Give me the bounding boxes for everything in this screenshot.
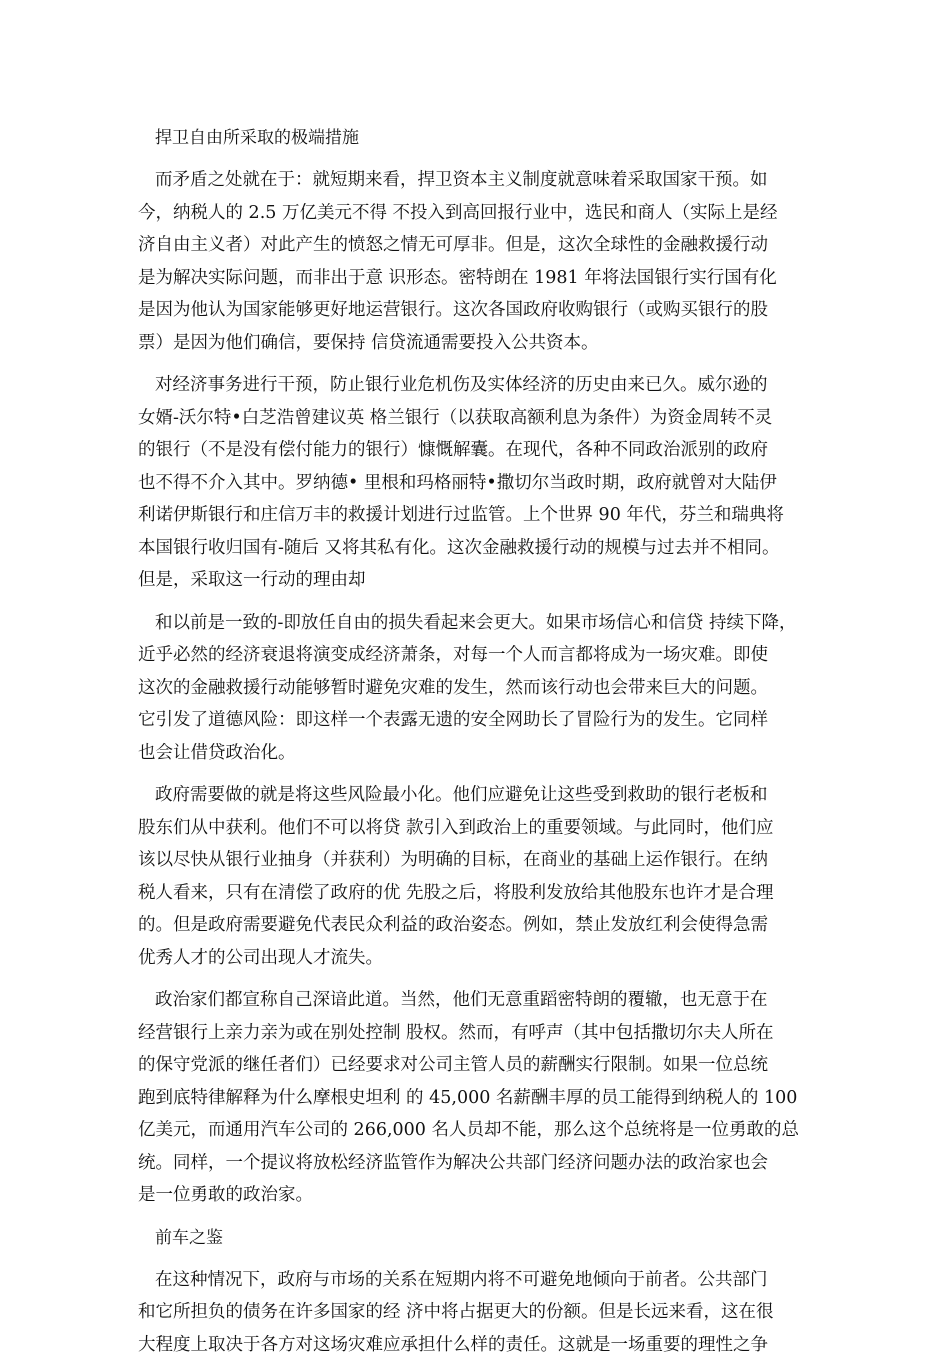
- section-heading: 捍卫自由所采取的极端措施: [155, 128, 359, 148]
- paragraph-line: 经营银行上亲力亲为或在别处控制 股权。然而，有呼声（其中包括撒切尔夫人所在: [138, 1022, 774, 1043]
- body-paragraph: [138, 1264, 850, 1362]
- paragraph-line: 这次的金融救援行动能够暂时避免灾难的发生，然而该行动也会带来巨大的问题。: [138, 677, 768, 698]
- paragraph-line: 也不得不介入其中。罗纳德• 里根和玛格丽特•撒切尔当政时期，政府就曾对大陆伊: [138, 472, 777, 493]
- body-paragraph: [138, 607, 850, 770]
- section-heading: 前车之鉴: [155, 1227, 223, 1248]
- paragraph-line: 的保守党派的继任者们）已经要求对公司主管人员的薪酬实行限制。如果一位总统: [138, 1055, 768, 1075]
- paragraph-line: 它引发了道德风险：即这样一个表露无遗的安全网助长了冒险行为的发生。它同样: [138, 710, 768, 730]
- paragraph-line: 大程度上取决于各方对这场灾难应承担什么样的责任。这就是一场重要的理性之争: [138, 1334, 768, 1355]
- paragraph-line: 和它所担负的债务在许多国家的经 济中将占据更大的份额。但是长远来看，这在很: [138, 1302, 774, 1322]
- document-page: [138, 122, 850, 1371]
- paragraph-line: 女婿-沃尔特•白芝浩曾建议英 格兰银行（以获取高额利息为条件）为资金周转不灵: [138, 407, 773, 428]
- paragraph-line: 也会让借贷政治化。: [138, 742, 296, 763]
- body-paragraph: [138, 779, 850, 974]
- paragraph-line: 的。但是政府需要避免代表民众利益的政治姿态。例如，禁止发放红利会使得急需: [138, 915, 768, 935]
- paragraph-line: 票）是因为他们确信，要保持 信贷流通需要投入公共资本。: [138, 332, 599, 353]
- paragraph-line: 对经济事务进行干预，防止银行业危机伤及实体经济的历史由来已久。威尔逊的: [155, 375, 768, 395]
- paragraph-line: 亿美元，而通用汽车公司的 266,000 名人员却不能，那么这个总统将是一位勇敢的总: [138, 1120, 799, 1140]
- paragraph-line: 利诺伊斯银行和庄信万丰的救援计划进行过监管。上个世界 90 年代，芬兰和瑞典将: [138, 505, 784, 525]
- paragraph-line: 而矛盾之处就在于：就短期来看，捍卫资本主义制度就意味着采取国家干预。如: [155, 170, 768, 190]
- paragraph-line: 统。同样，一个提议将放松经济监管作为解决公共部门经济问题办法的政治家也会: [138, 1152, 768, 1173]
- paragraph-line: 是一位勇敢的政治家。: [138, 1185, 313, 1205]
- body-paragraph: [138, 164, 850, 359]
- paragraph-line: 税人看来，只有在清偿了政府的优 先股之后，将股利发放给其他股东也许才是合理: [138, 882, 774, 903]
- paragraph-line: 今，纳税人的 2.5 万亿美元不得 不投入到高回报行业中，选民和商人（实际上是经: [138, 202, 778, 223]
- paragraph-line: 近乎必然的经济衰退将演变成经济萧条，对每一个人而言都将成为一场灾难。即使: [138, 645, 768, 665]
- paragraph-line: 和以前是一致的-即放任自由的损失看起来会更大。如果市场信心和信贷 持续下降，: [155, 612, 797, 633]
- paragraph-line: 该以尽快从银行业抽身（并获利）为明确的目标，在商业的基础上运作银行。在纳: [138, 850, 768, 870]
- paragraph-line: 跑到底特律解释为什么摩根史坦利 的 45,000 名薪酬丰厚的员工能得到纳税人的 100: [138, 1087, 798, 1108]
- paragraph-line: 是为解决实际问题，而非出于意 识形态。密特朗在 1981 年将法国银行实行国有化: [138, 267, 777, 288]
- paragraph-line: 在这种情况下，政府与市场的关系在短期内将不可避免地倾向于前者。公共部门: [155, 1269, 768, 1290]
- paragraph-line: 的银行（不是没有偿付能力的银行）慷慨解囊。在现代，各种不同政治派别的政府: [138, 440, 768, 460]
- paragraph-line: 政治家们都宣称自己深谙此道。当然，他们无意重蹈密特朗的覆辙，也无意于在: [155, 990, 768, 1010]
- paragraph-line: 是因为他认为国家能够更好地运营银行。这次各国政府收购银行（或购买银行的股: [138, 300, 768, 320]
- paragraph-line: 济自由主义者）对此产生的愤怒之情无可厚非。但是，这次全球性的金融救援行动: [138, 235, 768, 255]
- paragraph-line: 但是，采取这一行动的理由却: [138, 570, 366, 590]
- paragraph-line: 优秀人才的公司出现人才流失。: [138, 947, 383, 968]
- body-paragraph: [138, 984, 850, 1212]
- paragraph-line: 股东们从中获利。他们不可以将贷 款引入到政治上的重要领域。与此同时，他们应: [138, 817, 774, 838]
- body-paragraph: [138, 369, 850, 597]
- paragraph-line: 本国银行收归国有-随后 又将其私有化。这次金融救援行动的规模与过去并不相同。: [138, 537, 780, 558]
- paragraph-line: 政府需要做的就是将这些风险最小化。他们应避免让这些受到救助的银行老板和: [155, 785, 768, 805]
